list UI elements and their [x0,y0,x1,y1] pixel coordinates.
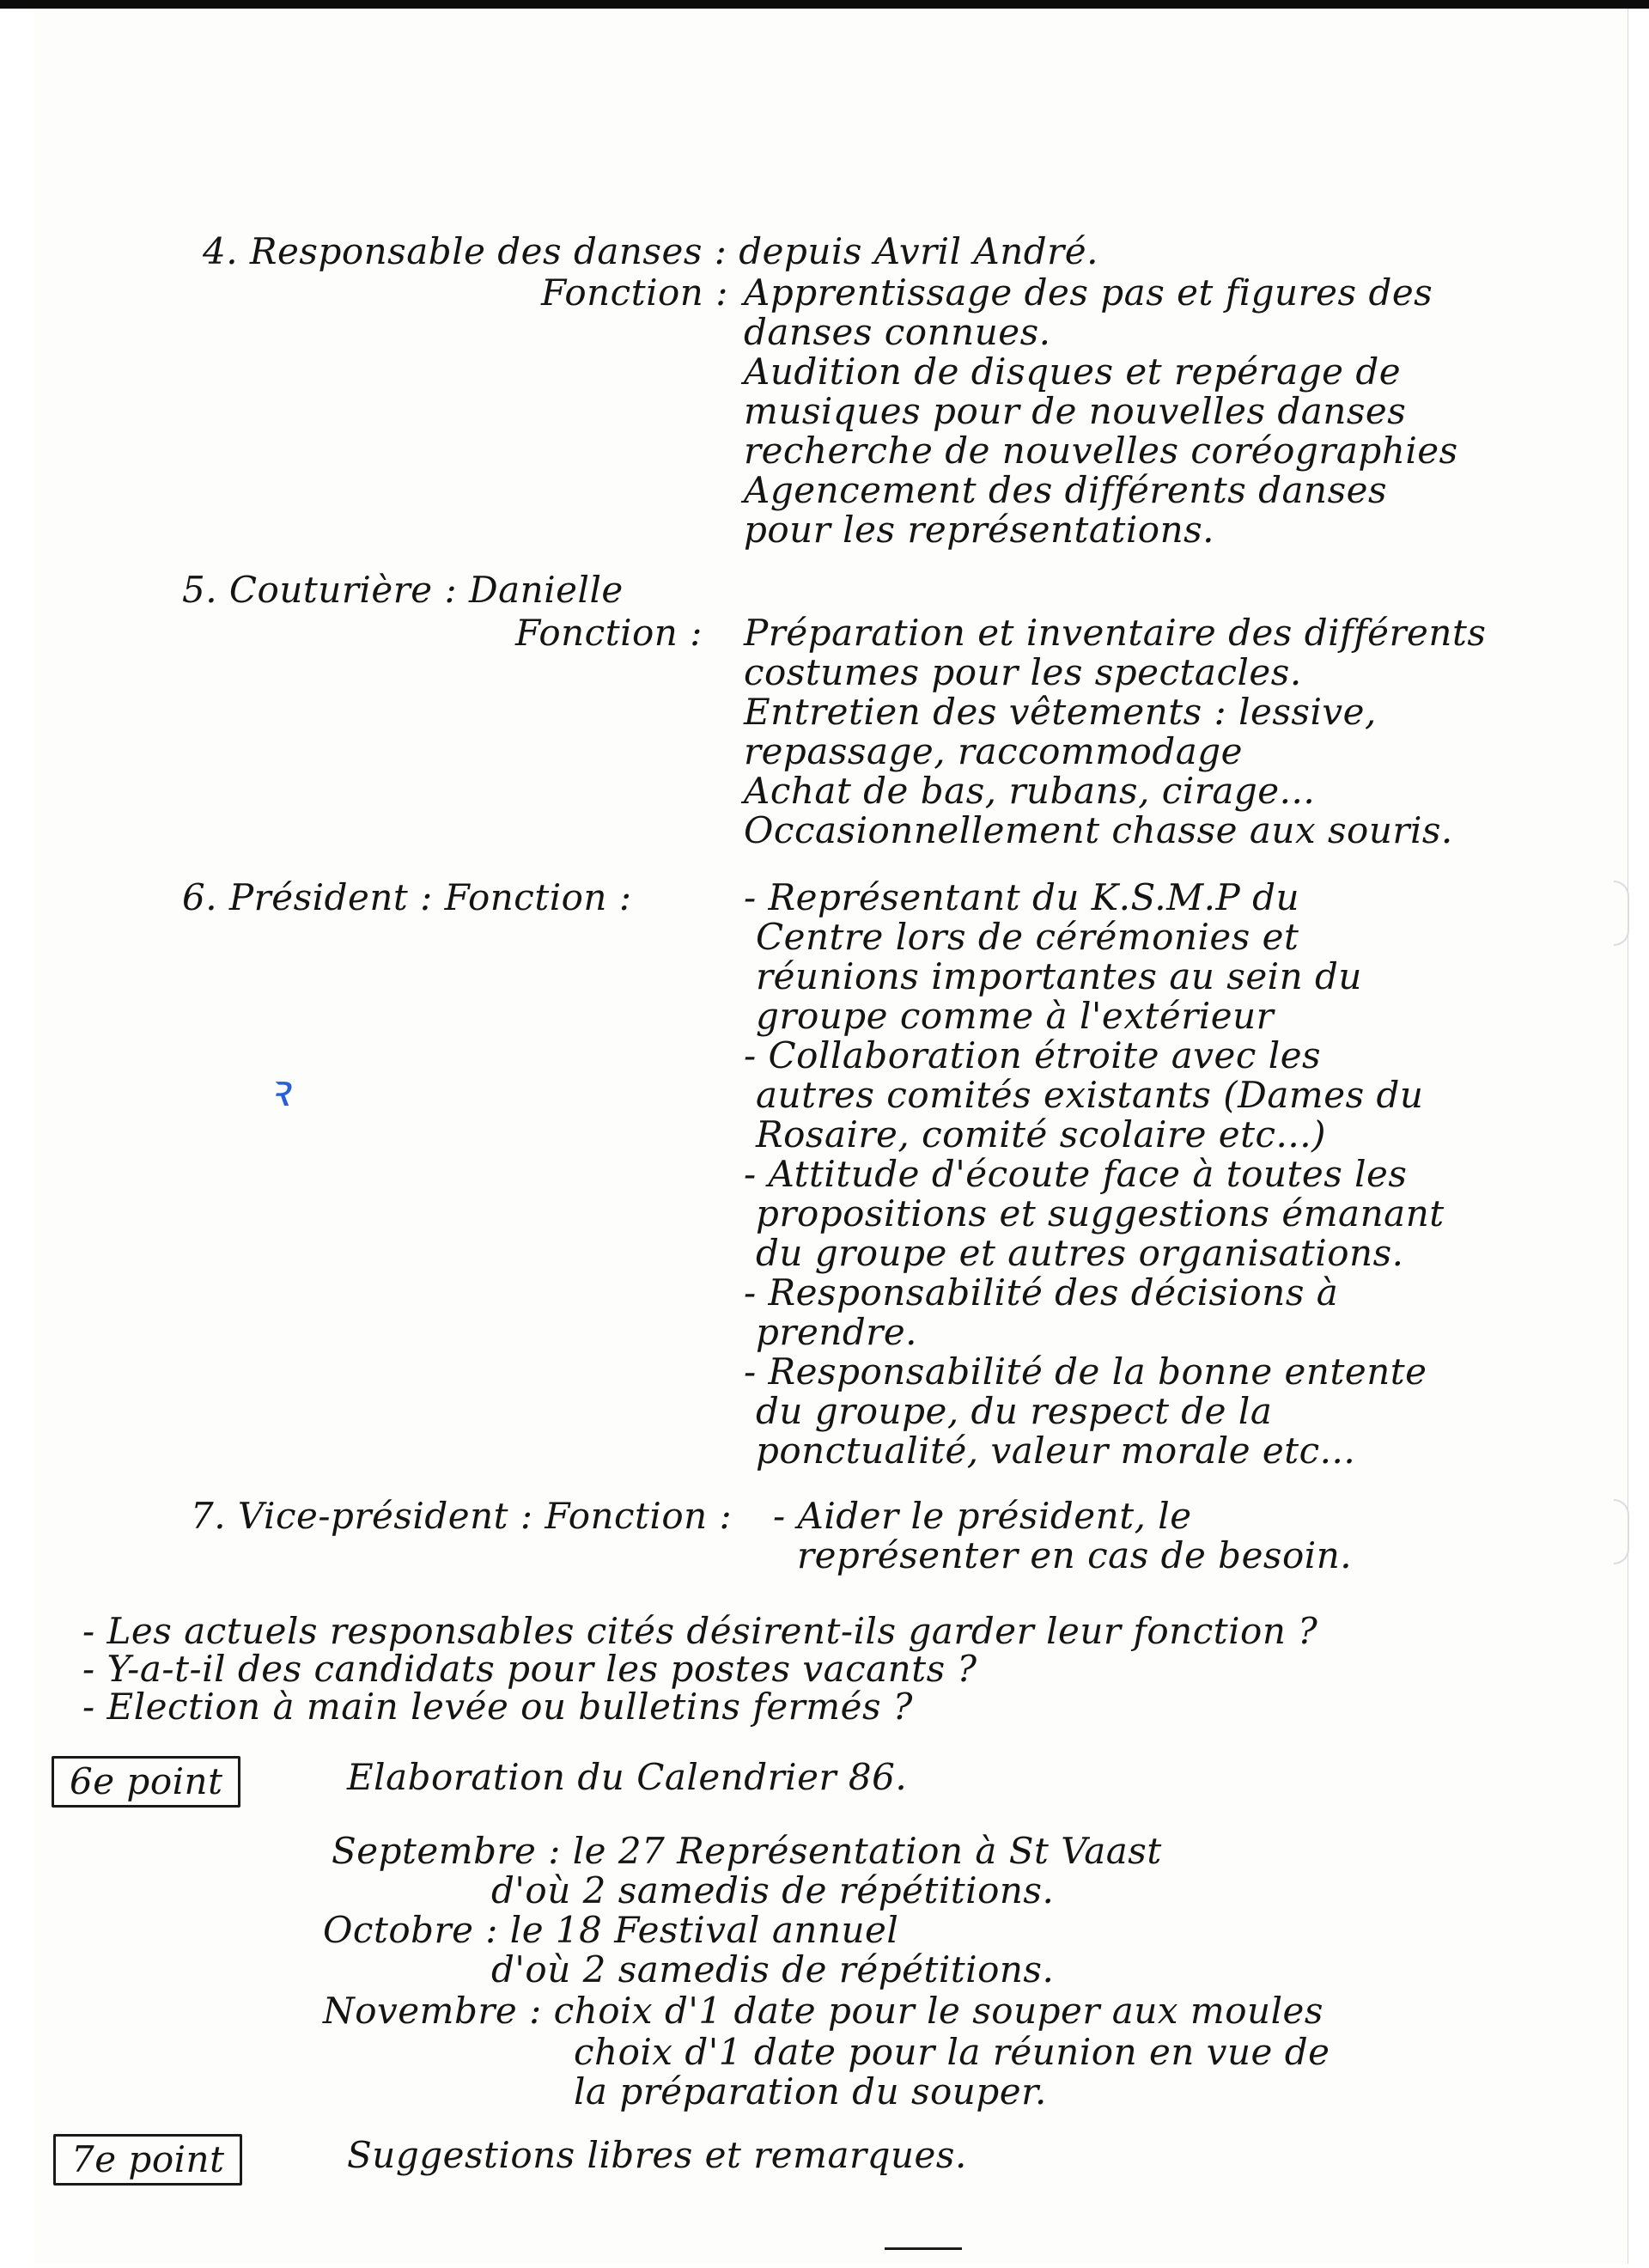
section-4-line: pour les représentations. [744,509,1215,551]
section-6-line: Centre lors de cérémonies et [756,916,1299,958]
point-7-label: 7e point [53,2134,242,2186]
section-5-line: Achat de bas, rubans, cirage... [744,770,1316,812]
section-5-function-label: Fonction : [515,612,703,654]
section-6-line: autres comités existants (Dames du [756,1074,1424,1116]
section-6-line: du groupe, du respect de la [756,1390,1273,1432]
punch-hole-mark [1614,881,1629,946]
section-5-line: Préparation et inventaire des différents [744,612,1487,654]
section-6-line: groupe comme à l'extérieur [756,995,1275,1037]
section-5-line: repassage, raccommodage [744,730,1244,772]
calendar-line: Octobre : le 18 Festival annuel [323,1909,899,1951]
section-4-function-label: Fonction : [541,271,728,314]
question-line: - Les actuels responsables cités désirent-ils garder leur fonction ? [82,1610,1318,1652]
section-4-line: Apprentissage des pas et figures des [744,271,1433,314]
section-6-line: - Attitude d'écoute face à toutes les [744,1153,1408,1195]
section-5-line: Entretien des vêtements : lessive, [744,691,1377,733]
section-6-line: Rosaire, comité scolaire etc...) [756,1113,1326,1155]
question-line: - Y-a-t-il des candidats pour les postes vacants ? [82,1648,977,1690]
section-4-line: danses connues. [744,311,1051,353]
section-6-line: réunions importantes au sein du [756,955,1362,997]
calendar-line: d'où 2 samedis de répétitions. [491,1948,1055,1991]
calendar-line: Septembre : le 27 Représentation à St Vaast [332,1830,1162,1872]
section-6-line: prendre. [756,1311,918,1353]
question-line: - Election à main levée ou bulletins fermés ? [82,1686,913,1728]
section-7-heading: 7. Vice-président : Fonction : [191,1495,733,1537]
calendar-line: d'où 2 samedis de répétitions. [491,1869,1055,1911]
point-6-title: Elaboration du Calendrier 86. [347,1756,908,1798]
punch-hole-mark [1614,1499,1629,1564]
section-6-heading: 6. Président : Fonction : [182,876,632,918]
section-6-line: - Responsabilité des décisions à [744,1271,1339,1314]
section-4-line: Agencement des différents danses [744,469,1388,511]
blue-pen-mark-icon: ꝛ [268,1065,289,1117]
section-4-line: Audition de disques et repérage de [744,351,1402,393]
section-6-line: propositions et suggestions émanant [756,1192,1445,1235]
section-4-line: musiques pour de nouvelles danses [744,390,1407,432]
calendar-line: choix d'1 date pour la réunion en vue de [574,2031,1330,2073]
section-6-line: du groupe et autres organisations. [756,1232,1404,1274]
point-7-title: Suggestions libres et remarques. [347,2134,967,2176]
section-6-line: ponctualité, valeur morale etc... [756,1430,1356,1472]
section-7-line: - Aider le président, le [773,1495,1192,1537]
calendar-line: Novembre : choix d'1 date pour le souper aux moules [323,1990,1323,2032]
section-6-line: - Représentant du K.S.M.P du [744,876,1300,918]
section-6-line: - Collaboration étroite avec les [744,1034,1322,1076]
section-5-line: Occasionnellement chasse aux souris. [744,809,1453,851]
scan-top-edge [0,0,1649,9]
section-5-heading: 5. Couturière : Danielle [182,569,624,611]
section-5-line: costumes pour les spectacles. [744,651,1302,693]
section-4-heading: 4. Responsable des danses : depuis Avril André. [203,230,1098,272]
section-4-line: recherche de nouvelles coréographies [744,430,1458,472]
bottom-dash-mark [885,2247,962,2250]
calendar-line: la préparation du souper. [574,2070,1047,2113]
section-6-line: - Responsabilité de la bonne entente [744,1350,1427,1393]
point-6-label: 6e point [52,1756,240,1808]
section-7-line: représenter en cas de besoin. [797,1534,1353,1576]
